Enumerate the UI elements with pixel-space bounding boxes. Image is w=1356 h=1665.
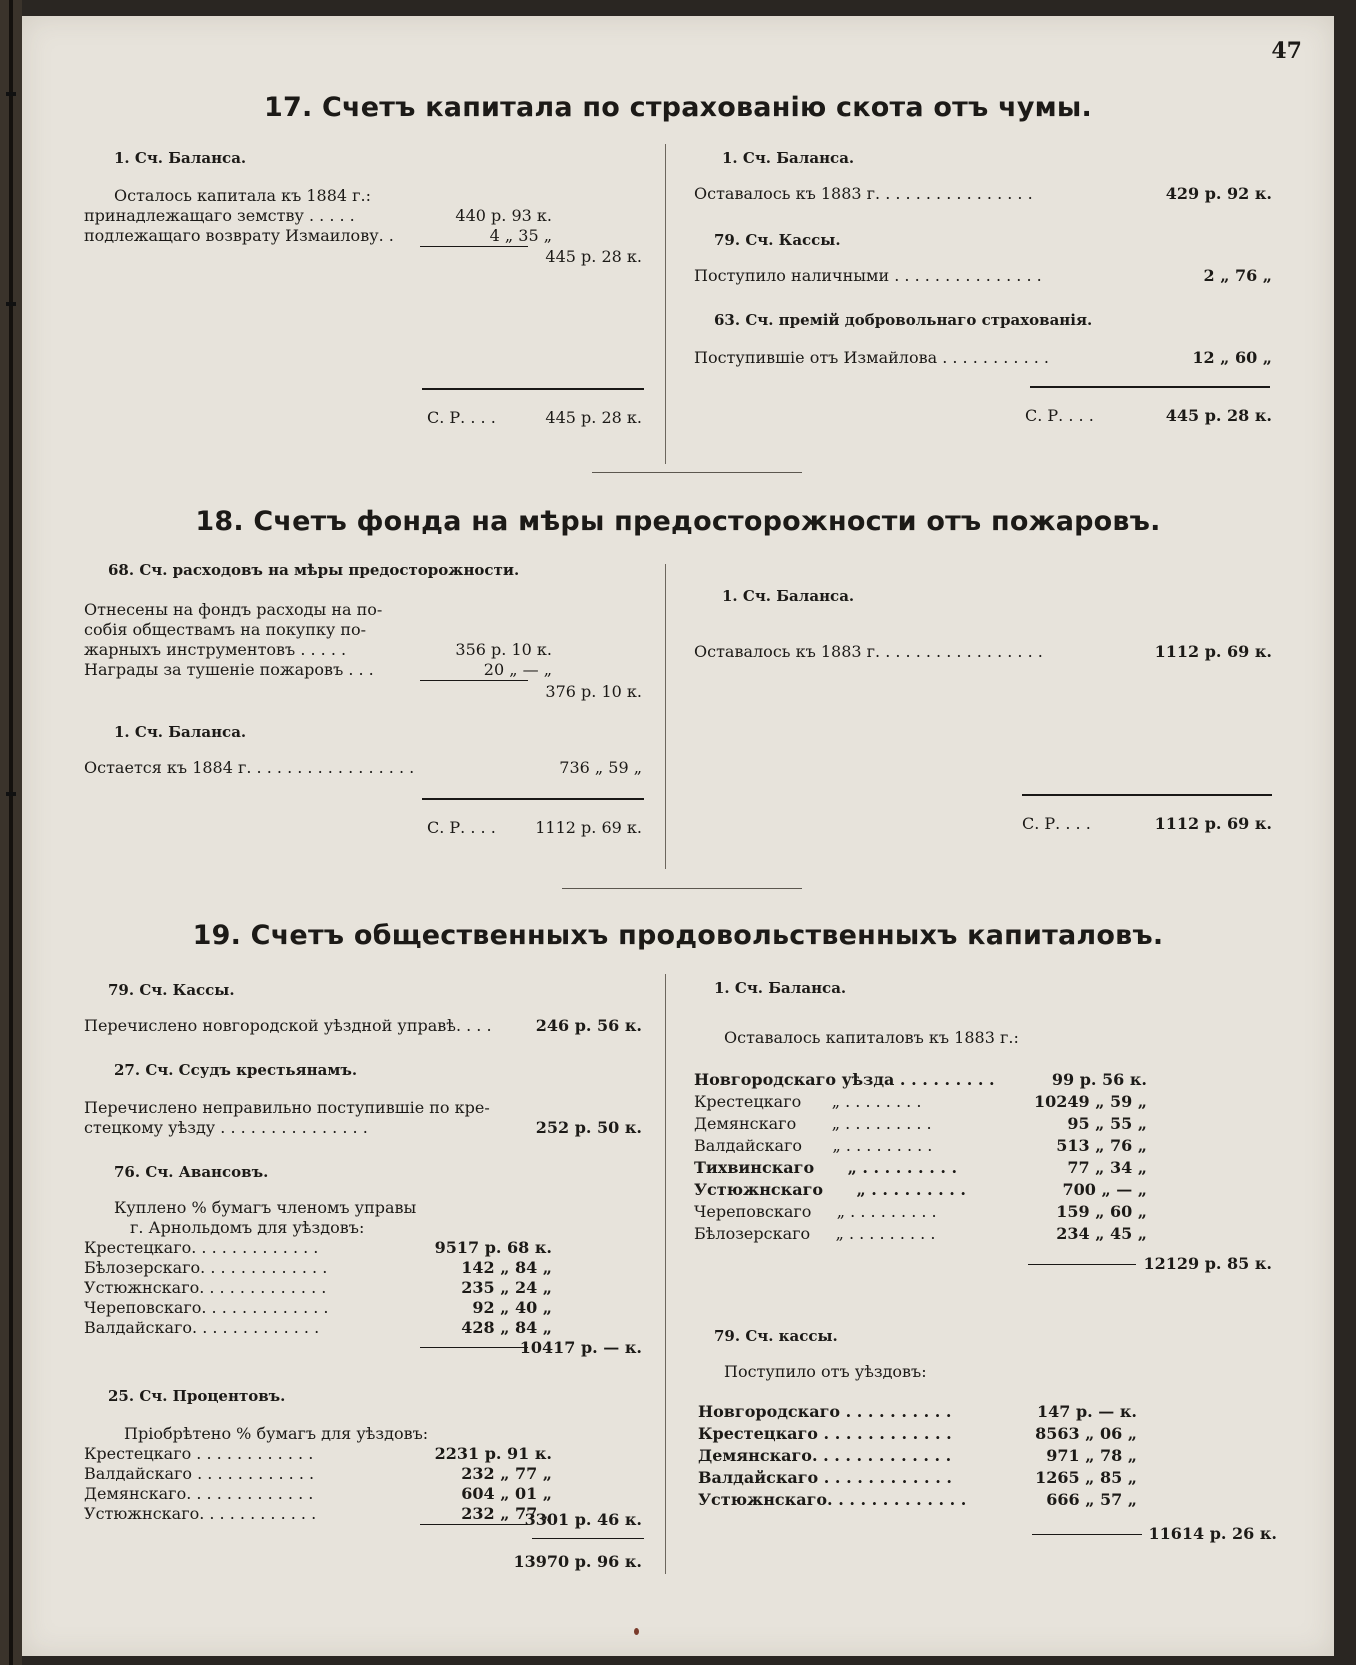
s19-avans-name: Валдайскаго. . . . . . . . . . . . . [84, 1318, 320, 1337]
s19-left-line: Пріобрѣтено % бумагъ для уѣздовъ: [124, 1424, 429, 1443]
s19-balance-value: 234 „ 45 „ [1056, 1224, 1147, 1243]
s18-left-sr-label: С. Р. . . . [427, 818, 496, 837]
total-rule [422, 798, 644, 800]
s19-kassa-name: Новгородскаго . . . . . . . . . . [698, 1402, 952, 1421]
s19-left-value: 246 р. 56 к. [535, 1016, 642, 1035]
page-number: 47 [1271, 38, 1302, 64]
ink-spot-mark [634, 1628, 639, 1635]
s19-kassa-name: Демянскаго. . . . . . . . . . . . . [698, 1446, 952, 1465]
s19-left-header-advances: 76. Сч. Авансовъ. [114, 1163, 269, 1181]
spine-fold [9, 0, 13, 1665]
s18-right-value: 1112 р. 69 к. [1154, 642, 1272, 661]
s17-right-header-premium: 63. Сч. премій добровольнаго страхованія. [714, 311, 1093, 329]
s18-right-line: Оставалось къ 1883 г. . . . . . . . . . . . . . . . . [694, 642, 1043, 661]
s17-right-header-kassa: 79. Сч. Кассы. [714, 231, 841, 249]
s17-right-value: 2 „ 76 „ [1203, 266, 1272, 285]
s18-left-value: 356 р. 10 к. [455, 640, 552, 659]
s18-right-sr-label: С. Р. . . . [1022, 814, 1091, 833]
s18-left-line: Отнесены на фондъ расходы на по- [84, 600, 383, 619]
s19-proc-name: Демянскаго. . . . . . . . . . . . . [84, 1484, 314, 1503]
s18-left-line: Награды за тушеніе пожаровъ . . . [84, 660, 374, 679]
s19-balance-name: Валдайскаго „ . . . . . . . . . [694, 1136, 933, 1155]
s19-right-line: Поступило отъ уѣздовъ: [724, 1362, 927, 1381]
s19-balance-name: Новгородскаго уѣзда . . . . . . . . . [694, 1070, 995, 1089]
s19-proc-name: Валдайскаго . . . . . . . . . . . . [84, 1464, 315, 1483]
s19-left-header-kassa: 79. Сч. Кассы. [108, 981, 235, 999]
s19-left-line: Перечислено неправильно поступившіе по кре- [84, 1098, 490, 1117]
s19-avans-total: 10417 р. — к. [519, 1338, 642, 1357]
s18-left-value: 20 „ — „ [483, 660, 552, 679]
column-divider [665, 564, 666, 869]
s18-right-sr-total: 1112 р. 69 к. [1154, 814, 1272, 833]
section-18-title: 18. Счетъ фонда на мѣры предосторожности отъ пожаровъ. [195, 506, 1161, 537]
s19-left-header-interest: 25. Сч. Процентовъ. [108, 1387, 286, 1405]
binding-thread-mark [6, 302, 16, 306]
section-separator [562, 888, 802, 889]
s19-avans-value: 235 „ 24 „ [461, 1278, 552, 1297]
s19-proc-value: 604 „ 01 „ [461, 1484, 552, 1503]
ledger-page [22, 16, 1334, 1656]
s18-left-line: Остается къ 1884 г. . . . . . . . . . . . . . . . . [84, 758, 415, 777]
s19-balance-name: Устюжнскаго „ . . . . . . . . . [694, 1180, 966, 1199]
total-rule [532, 1538, 644, 1539]
s19-kassa-value: 666 „ 57 „ [1046, 1490, 1137, 1509]
s19-balance-name: Бѣлозерскаго „ . . . . . . . . . [694, 1224, 936, 1243]
s18-left-header-expenses: 68. Сч. расходовъ на мѣры предосторожности. [108, 561, 520, 579]
s19-balance-total: 12129 р. 85 к. [1143, 1254, 1272, 1273]
s19-avans-value: 428 „ 84 „ [461, 1318, 552, 1337]
s19-left-line: г. Арнольдомъ для уѣздовъ: [130, 1218, 365, 1237]
s19-proc-value: 232 „ 77 „ [461, 1464, 552, 1483]
s17-right-line: Оставалось къ 1883 г. . . . . . . . . . . . . . . . [694, 184, 1033, 203]
sum-rule [1032, 1534, 1142, 1535]
s17-right-value: 12 „ 60 „ [1192, 348, 1272, 367]
s19-kassa-value: 147 р. — к. [1037, 1402, 1137, 1421]
s19-kassa-name: Крестецкаго . . . . . . . . . . . . [698, 1424, 952, 1443]
s18-left-line: собія обществамъ на покупку по- [84, 620, 367, 639]
s19-kassa-name: Валдайскаго . . . . . . . . . . . . [698, 1468, 952, 1487]
s19-left-line: Куплено % бумагъ членомъ управы [114, 1198, 417, 1217]
s17-left-line: подлежащаго возврату Измаилову. . [84, 226, 394, 245]
sum-rule [420, 680, 528, 681]
total-rule [422, 388, 644, 390]
sum-rule [1028, 1264, 1136, 1265]
column-divider [665, 974, 666, 1574]
section-separator [592, 472, 802, 473]
s19-avans-name: Устюжнскаго. . . . . . . . . . . . . [84, 1278, 327, 1297]
total-rule [1030, 386, 1270, 388]
s17-right-header-balance: 1. Сч. Баланса. [722, 149, 855, 167]
s17-right-value: 429 р. 92 к. [1165, 184, 1272, 203]
binding-thread-mark [6, 792, 16, 796]
s18-left-value: 736 „ 59 „ [559, 758, 642, 777]
s19-avans-value: 9517 р. 68 к. [434, 1238, 552, 1257]
s19-proc-name: Устюжнскаго. . . . . . . . . . . . [84, 1504, 317, 1523]
s17-left-value: 440 р. 93 к. [455, 206, 552, 225]
total-rule [1022, 794, 1272, 796]
s18-right-header-balance: 1. Сч. Баланса. [722, 587, 855, 605]
section-19-title: 19. Счетъ общественныхъ продовольственныхъ капиталовъ. [192, 920, 1164, 951]
s19-proc-value: 232 „ 77 „ [461, 1504, 552, 1523]
s19-right-header-kassa: 79. Сч. кассы. [714, 1327, 838, 1345]
s19-left-line: Перечислено новгородской уѣздной управѣ. . . . [84, 1016, 492, 1035]
s19-left-value: 252 р. 50 к. [535, 1118, 642, 1137]
s19-kassa-value: 8563 „ 06 „ [1035, 1424, 1137, 1443]
s19-proc-value: 2231 р. 91 к. [434, 1444, 552, 1463]
s18-left-subtotal: 376 р. 10 к. [545, 682, 642, 701]
s19-left-line: стецкому уѣзду . . . . . . . . . . . . . . . [84, 1118, 368, 1137]
s18-left-line: жарныхъ инструментовъ . . . . . [84, 640, 347, 659]
s19-balance-value: 77 „ 34 „ [1067, 1158, 1147, 1177]
s19-proc-total: 3301 р. 46 к. [524, 1510, 642, 1529]
s19-balance-value: 159 „ 60 „ [1056, 1202, 1147, 1221]
s17-left-value: 4 „ 35 „ [489, 226, 552, 245]
s19-balance-value: 700 „ — „ [1062, 1180, 1147, 1199]
s19-balance-name: Демянскаго „ . . . . . . . . . [694, 1114, 932, 1133]
s17-left-header-balance: 1. Сч. Баланса. [114, 149, 247, 167]
s18-left-sr-total: 1112 р. 69 к. [535, 818, 642, 837]
s19-avans-name: Крестецкаго. . . . . . . . . . . . . [84, 1238, 319, 1257]
s19-avans-name: Череповскаго. . . . . . . . . . . . . [84, 1298, 329, 1317]
s19-balance-value: 99 р. 56 к. [1051, 1070, 1147, 1089]
s19-avans-value: 142 „ 84 „ [461, 1258, 552, 1277]
s17-right-sr-label: С. Р. . . . [1025, 406, 1094, 425]
s19-balance-value: 10249 „ 59 „ [1033, 1092, 1147, 1111]
s19-avans-value: 92 „ 40 „ [472, 1298, 552, 1317]
s19-balance-name: Череповскаго „ . . . . . . . . . [694, 1202, 937, 1221]
s19-kassa-total: 11614 р. 26 к. [1148, 1524, 1277, 1543]
s19-balance-value: 95 „ 55 „ [1067, 1114, 1147, 1133]
s17-right-line: Поступило наличными . . . . . . . . . . . . . . . [694, 266, 1042, 285]
s19-right-line: Оставалось капиталовъ къ 1883 г.: [724, 1028, 1019, 1047]
s19-right-header-balance: 1. Сч. Баланса. [714, 979, 847, 997]
s19-left-header-loans: 27. Сч. Ссудъ крестьянамъ. [114, 1061, 358, 1079]
s17-right-line: Поступившіе отъ Измайлова . . . . . . . . . . . [694, 348, 1050, 367]
s19-balance-name: Тихвинскаго „ . . . . . . . . . [694, 1158, 958, 1177]
s17-left-line: Осталось капитала къ 1884 г.: [114, 186, 371, 205]
column-divider [665, 144, 666, 464]
s19-proc-name: Крестецкаго . . . . . . . . . . . . [84, 1444, 314, 1463]
s17-right-sr-total: 445 р. 28 к. [1165, 406, 1272, 425]
s18-left-header-balance: 1. Сч. Баланса. [114, 723, 247, 741]
s17-left-sr-label: С. Р. . . . [427, 408, 496, 427]
s19-balance-name: Крестецкаго „ . . . . . . . . [694, 1092, 922, 1111]
s17-left-sr-total: 445 р. 28 к. [545, 408, 642, 427]
s19-avans-name: Бѣлозерскаго. . . . . . . . . . . . . [84, 1258, 328, 1277]
s19-kassa-value: 1265 „ 85 „ [1035, 1468, 1137, 1487]
binding-thread-mark [6, 92, 16, 96]
s19-left-grand-total: 13970 р. 96 к. [513, 1552, 642, 1571]
s17-left-line: принадлежащаго земству . . . . . [84, 206, 355, 225]
section-17-title: 17. Счетъ капитала по страхованію скота отъ чумы. [264, 92, 1092, 123]
s19-balance-value: 513 „ 76 „ [1056, 1136, 1147, 1155]
s19-kassa-value: 971 „ 78 „ [1046, 1446, 1137, 1465]
s19-kassa-name: Устюжнскаго. . . . . . . . . . . . . [698, 1490, 967, 1509]
s17-left-subtotal: 445 р. 28 к. [545, 247, 642, 266]
